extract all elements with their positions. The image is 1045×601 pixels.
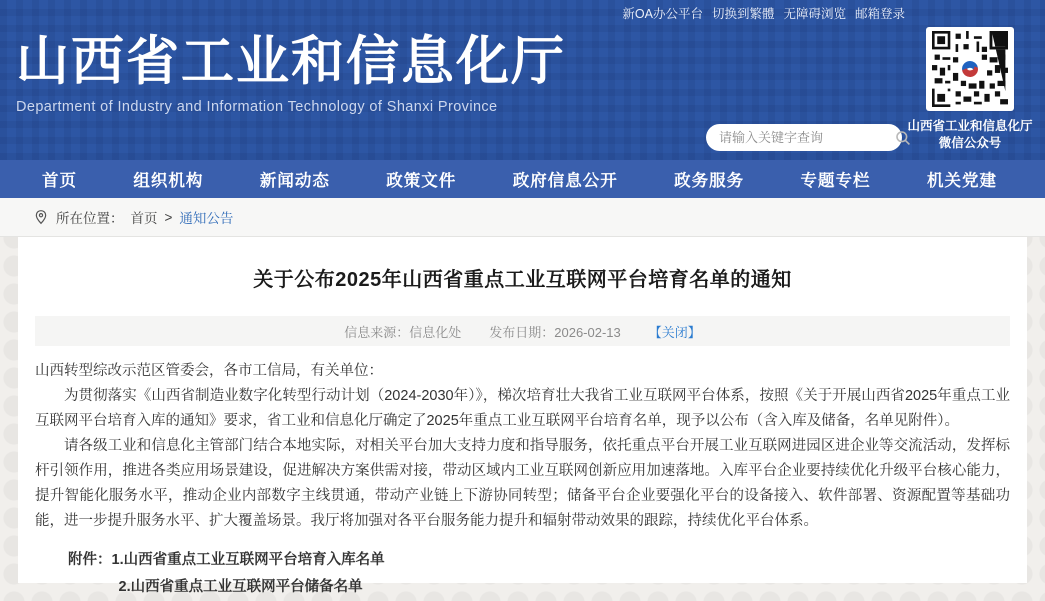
topbar-link-mail-login[interactable]: 邮箱登录 (854, 7, 905, 21)
attachments-label: 附件： (68, 552, 112, 568)
attachment-link-1[interactable]: 1.山西省重点工业互联网平台培育入库名单 (111, 552, 385, 568)
nav-item-home[interactable]: 首页 (42, 172, 77, 190)
body-paragraph-1: 为贯彻落实《山西省制造业数字化转型行动计划（2024-2030年）》，梯次培育壮大我省工业互联网平台体系，按照《关于开展山西省2025年重点工业互联网平台培育入库的通知》要求，省工业和信息化厅确定了2025年重点工业互联网平台培育名单，现予以公布（含入库及储备，名单见附件）。 (35, 388, 1010, 429)
breadcrumb-label: 所在位置： (56, 211, 124, 226)
nav-item-policy[interactable]: 政策文件 (386, 172, 457, 190)
topbar-link-oa[interactable]: 新OA办公平台 (622, 7, 703, 21)
breadcrumb-home-link[interactable]: 首页 (130, 211, 158, 226)
qr-caption-line1: 山西省工业和信息化厅 (907, 119, 1033, 133)
nav-item-gov-info[interactable]: 政府信息公开 (512, 172, 618, 190)
article-body (35, 346, 1010, 534)
topbar-link-accessibility[interactable]: 无障碍浏览 (783, 7, 846, 21)
nav-item-party-building[interactable]: 机关党建 (926, 172, 997, 190)
breadcrumb-current-link[interactable]: 通知公告 (179, 211, 234, 226)
close-button[interactable]: 【关闭】 (648, 324, 701, 340)
site-subtitle: Department of Industry and Information Technology of Shanxi Province (16, 98, 498, 115)
site-brand (16, 34, 566, 115)
breadcrumb-separator: > (164, 209, 173, 225)
article-title: 关于公布2025年山西省重点工业互联网平台培育名单的通知 (253, 269, 792, 291)
wechat-qrcode-image (926, 27, 1014, 111)
search-input[interactable] (719, 130, 895, 145)
wechat-qr-block (900, 27, 1040, 152)
nav-item-organization[interactable]: 组织机构 (133, 172, 204, 190)
breadcrumb (0, 198, 1045, 237)
meta-date: 发布日期：2026-02-13 (489, 324, 621, 340)
utility-topbar (0, 0, 1045, 26)
site-header (0, 0, 1045, 160)
nav-item-special-columns[interactable]: 专题专栏 (800, 172, 871, 190)
qr-caption-line2: 微信公众号 (938, 136, 1002, 150)
location-pin-icon (33, 209, 49, 225)
article-meta-bar (35, 316, 1010, 346)
attachments-block (35, 547, 1010, 601)
main-nav (0, 160, 1045, 198)
topbar-link-traditional[interactable]: 切换到繁體 (711, 7, 775, 21)
salutation-paragraph: 山西转型综改示范区管委会，各市工信局，有关单位： (35, 363, 383, 379)
site-title: 山西省工业和信息化厅 (16, 32, 566, 91)
nav-item-gov-service[interactable]: 政务服务 (674, 172, 745, 190)
search-box (706, 124, 902, 151)
meta-source: 信息来源：信息化处 (344, 324, 462, 340)
body-paragraph-2: 请各级工业和信息化主管部门结合本地实际，对相关平台加大支持力度和指导服务，依托重点平台开展工业互联网进园区进企业等交流活动，发挥标杆引领作用，推进各类应用场景建设，促进解决方案供需对接，带动区域内工业互联网创新应用加速落地。入库平台企业要持续优化升级平台核心能力，提升智能化服务水平，推动企业内部数字主线贯通，带动产业链上下游协同转型；储备平台企业要强化平台的设备接入、软件部署、资源配置等基础功能，进一步提升服务水平、扩大覆盖场景。我厅将加强对各平台服务能力提升和辐射带动效果的跟踪，持续优化平台体系。 (35, 438, 1010, 529)
attachment-link-2[interactable]: 2.山西省重点工业互联网平台储备名单 (118, 579, 363, 595)
article-container (18, 237, 1027, 595)
nav-item-news[interactable]: 新闻动态 (259, 172, 330, 190)
